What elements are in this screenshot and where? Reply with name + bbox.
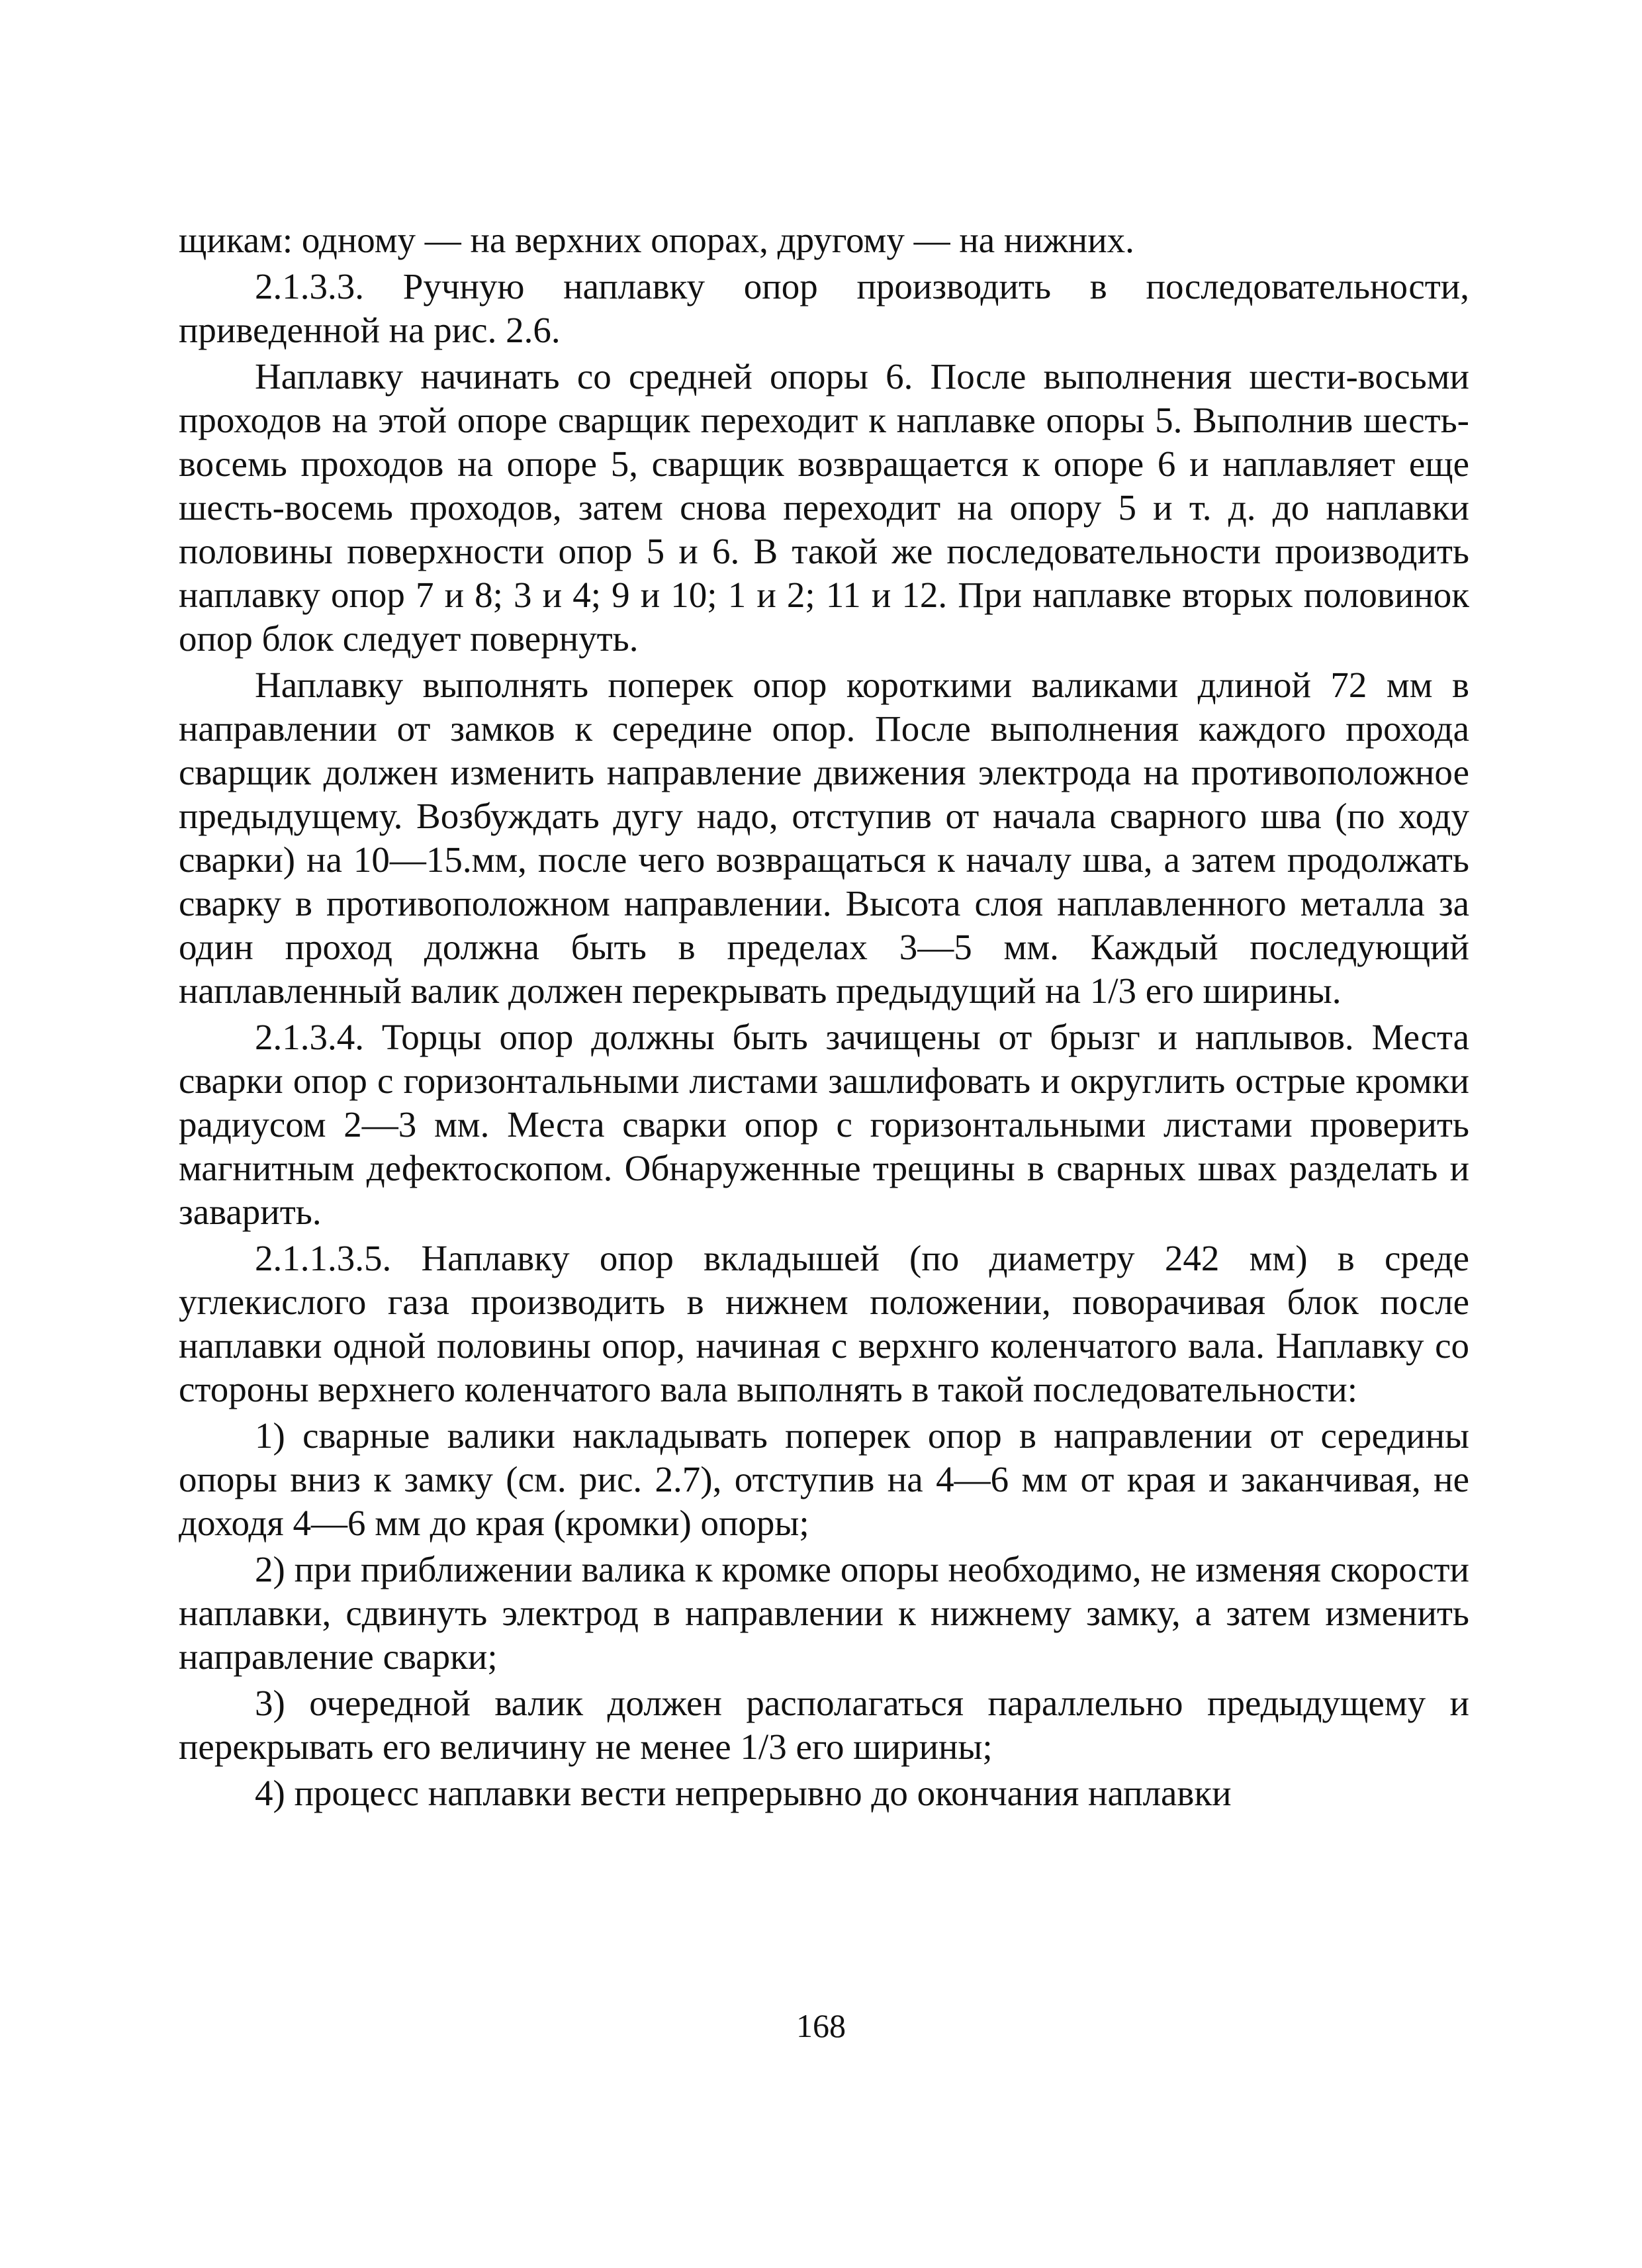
- paragraph-surfacing-order: Наплавку начинать со средней опоры 6. После выполнения шести-восьми проходов на этой опоре сварщик переходит к наплавке опоры 5. Выполнив шесть-восемь проходов на опоре 5, сварщик возвращается к опоре 6 и наплавляет еще шесть-восемь проходов, затем снова переходит на опору 5 и т. д. до наплавки половины поверхности опор 5 и 6. В такой же последовательности производить наплавку опор 7 и 8; 3 и 4; 9 и 10; 1 и 2; 11 и 12. При наплавке вторых половинок опор блок следует повернуть.: [179, 356, 1469, 659]
- page-number: 168: [796, 2007, 846, 2044]
- paragraph-2-1-1-3-5: 2.1.1.3.5. Наплавку опор вкладышей (по диаметру 242 мм) в среде углекислого газа производить в нижнем положении, поворачивая блок после наплавки одной половины опор, начиная с верхнго коленчатого вала. Наплавку со стороны верхнего коленчатого вала выполнять в такой последовательности:: [179, 1238, 1469, 1409]
- paragraph-continuation: щикам: одному — на верхних опорах, другому — на нижних.: [179, 220, 1134, 260]
- paragraph-surfacing-method: Наплавку выполнять поперек опор короткими валиками длиной 72 мм в направлении от замков к середине опор. После выполнения каждого прохода сварщик должен изменить направление движения электрода на противоположное предыдущему. Возбуждать дугу надо, отступив от начала сварного шва (по ходу сварки) на 10—15.мм, после чего возвращаться к началу шва, а затем продолжать сварку в противоположном направлении. Высота слоя наплавленного металла за один проход должна быть в пределах 3—5 мм. Каждый последующий наплавленный валик должен перекрывать предыдущий на 1/3 его ширины.: [179, 665, 1469, 1011]
- list-item-2: 2) при приближении валика к кромке опоры необходимо, не изменяя скорости наплавки, сдвинуть электрод в направлении к нижнему замку, а затем изменить направление сварки;: [179, 1549, 1469, 1677]
- paragraph-2-1-3-3: 2.1.3.3. Ручную наплавку опор производить в последовательности, приведенной на рис. 2.6.: [179, 266, 1469, 350]
- document-page: [179, 218, 1469, 1815]
- paragraph-2-1-3-4: 2.1.3.4. Торцы опор должны быть зачищены от брызг и наплывов. Места сварки опор с горизонтальными листами зашлифовать и округлить острые кромки радиусом 2—3 мм. Места сварки опор с горизонтальными листами проверить магнитным дефектоскопом. Обнаруженные трещины в сварных швах разделать и заварить.: [179, 1017, 1469, 1232]
- list-item-1: 1) сварные валики накладывать поперек опор в направлении от середины опоры вниз к замку (см. рис. 2.7), отступив на 4—6 мм от края и заканчивая, не доходя 4—6 мм до края (кромки) опоры;: [179, 1415, 1469, 1543]
- list-item-4: 4) процесс наплавки вести непрерывно до окончания наплавки: [255, 1773, 1232, 1813]
- list-item-3: 3) очередной валик должен располагаться параллельно предыдущему и перекрывать его величину не менее 1/3 его ширины;: [179, 1683, 1469, 1767]
